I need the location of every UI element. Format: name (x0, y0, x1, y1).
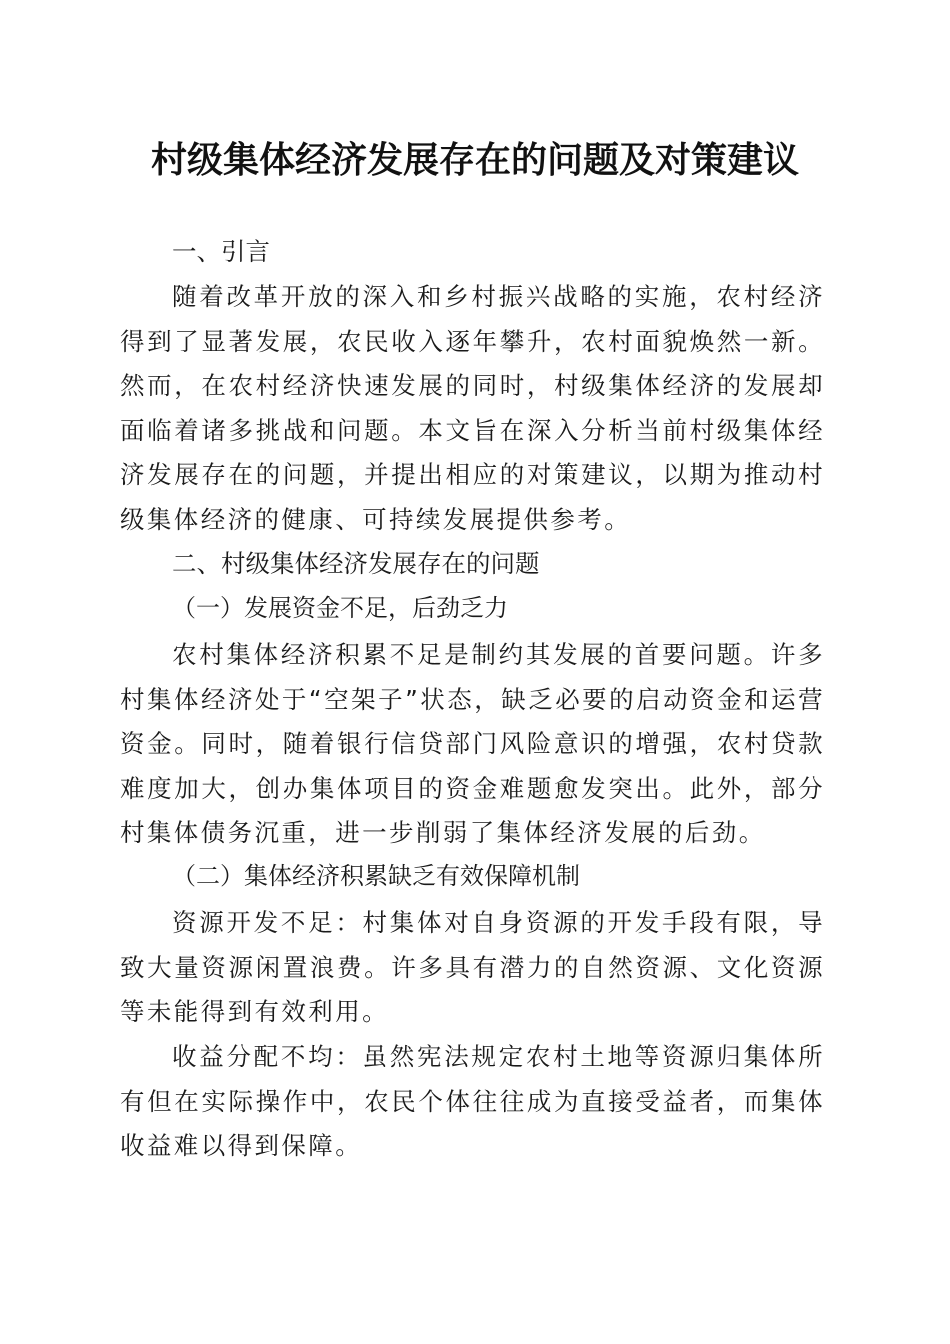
subsection2-paragraph-2: 收益分配不均：虽然宪法规定农村土地等资源归集体所有但在实际操作中，农民个体往往成为直接受益者，而集体收益难以得到保障。 (120, 1042, 825, 1160)
subsection2-paragraph-1: 资源开发不足：村集体对自身资源的开发手段有限，导致大量资源闲置浪费。许多具有潜力的自然资源、文化资源等未能得到有效利用。 (120, 908, 825, 1026)
section1-heading: 一、引言 (172, 237, 270, 266)
document-title: 村级集体经济发展存在的问题及对策建议 (150, 139, 799, 181)
section2-heading: 二、村级集体经济发展存在的问题 (172, 549, 540, 578)
subsection2-heading: （二）集体经济积累缺乏有效保障机制 (172, 862, 580, 890)
section1-paragraph: 随着改革开放的深入和乡村振兴战略的实施，农村经济得到了显著发展，农民收入逐年攀升，农村面貌焕然一新。然而，在农村经济快速发展的同时，村级集体经济的发展却面临着诸多挑战和问题。本文旨在深入分析当前村级集体经济发展存在的问题，并提出相应的对策建议，以期为推动村级集体经济的健康、可持续发展提供参考。 (120, 282, 825, 534)
subsection1-paragraph: 农村集体经济积累不足是制约其发展的首要问题。许多村集体经济处于“空架子”状态，缺乏必要的启动资金和运营资金。同时，随着银行信贷部门风险意识的增强，农村贷款难度加大，创办集体项目的资金难题愈发突出。此外，部分村集体债务沉重，进一步削弱了集体经济发展的后劲。 (120, 640, 825, 847)
subsection1-heading: （一）发展资金不足，后劲乏力 (172, 594, 508, 622)
